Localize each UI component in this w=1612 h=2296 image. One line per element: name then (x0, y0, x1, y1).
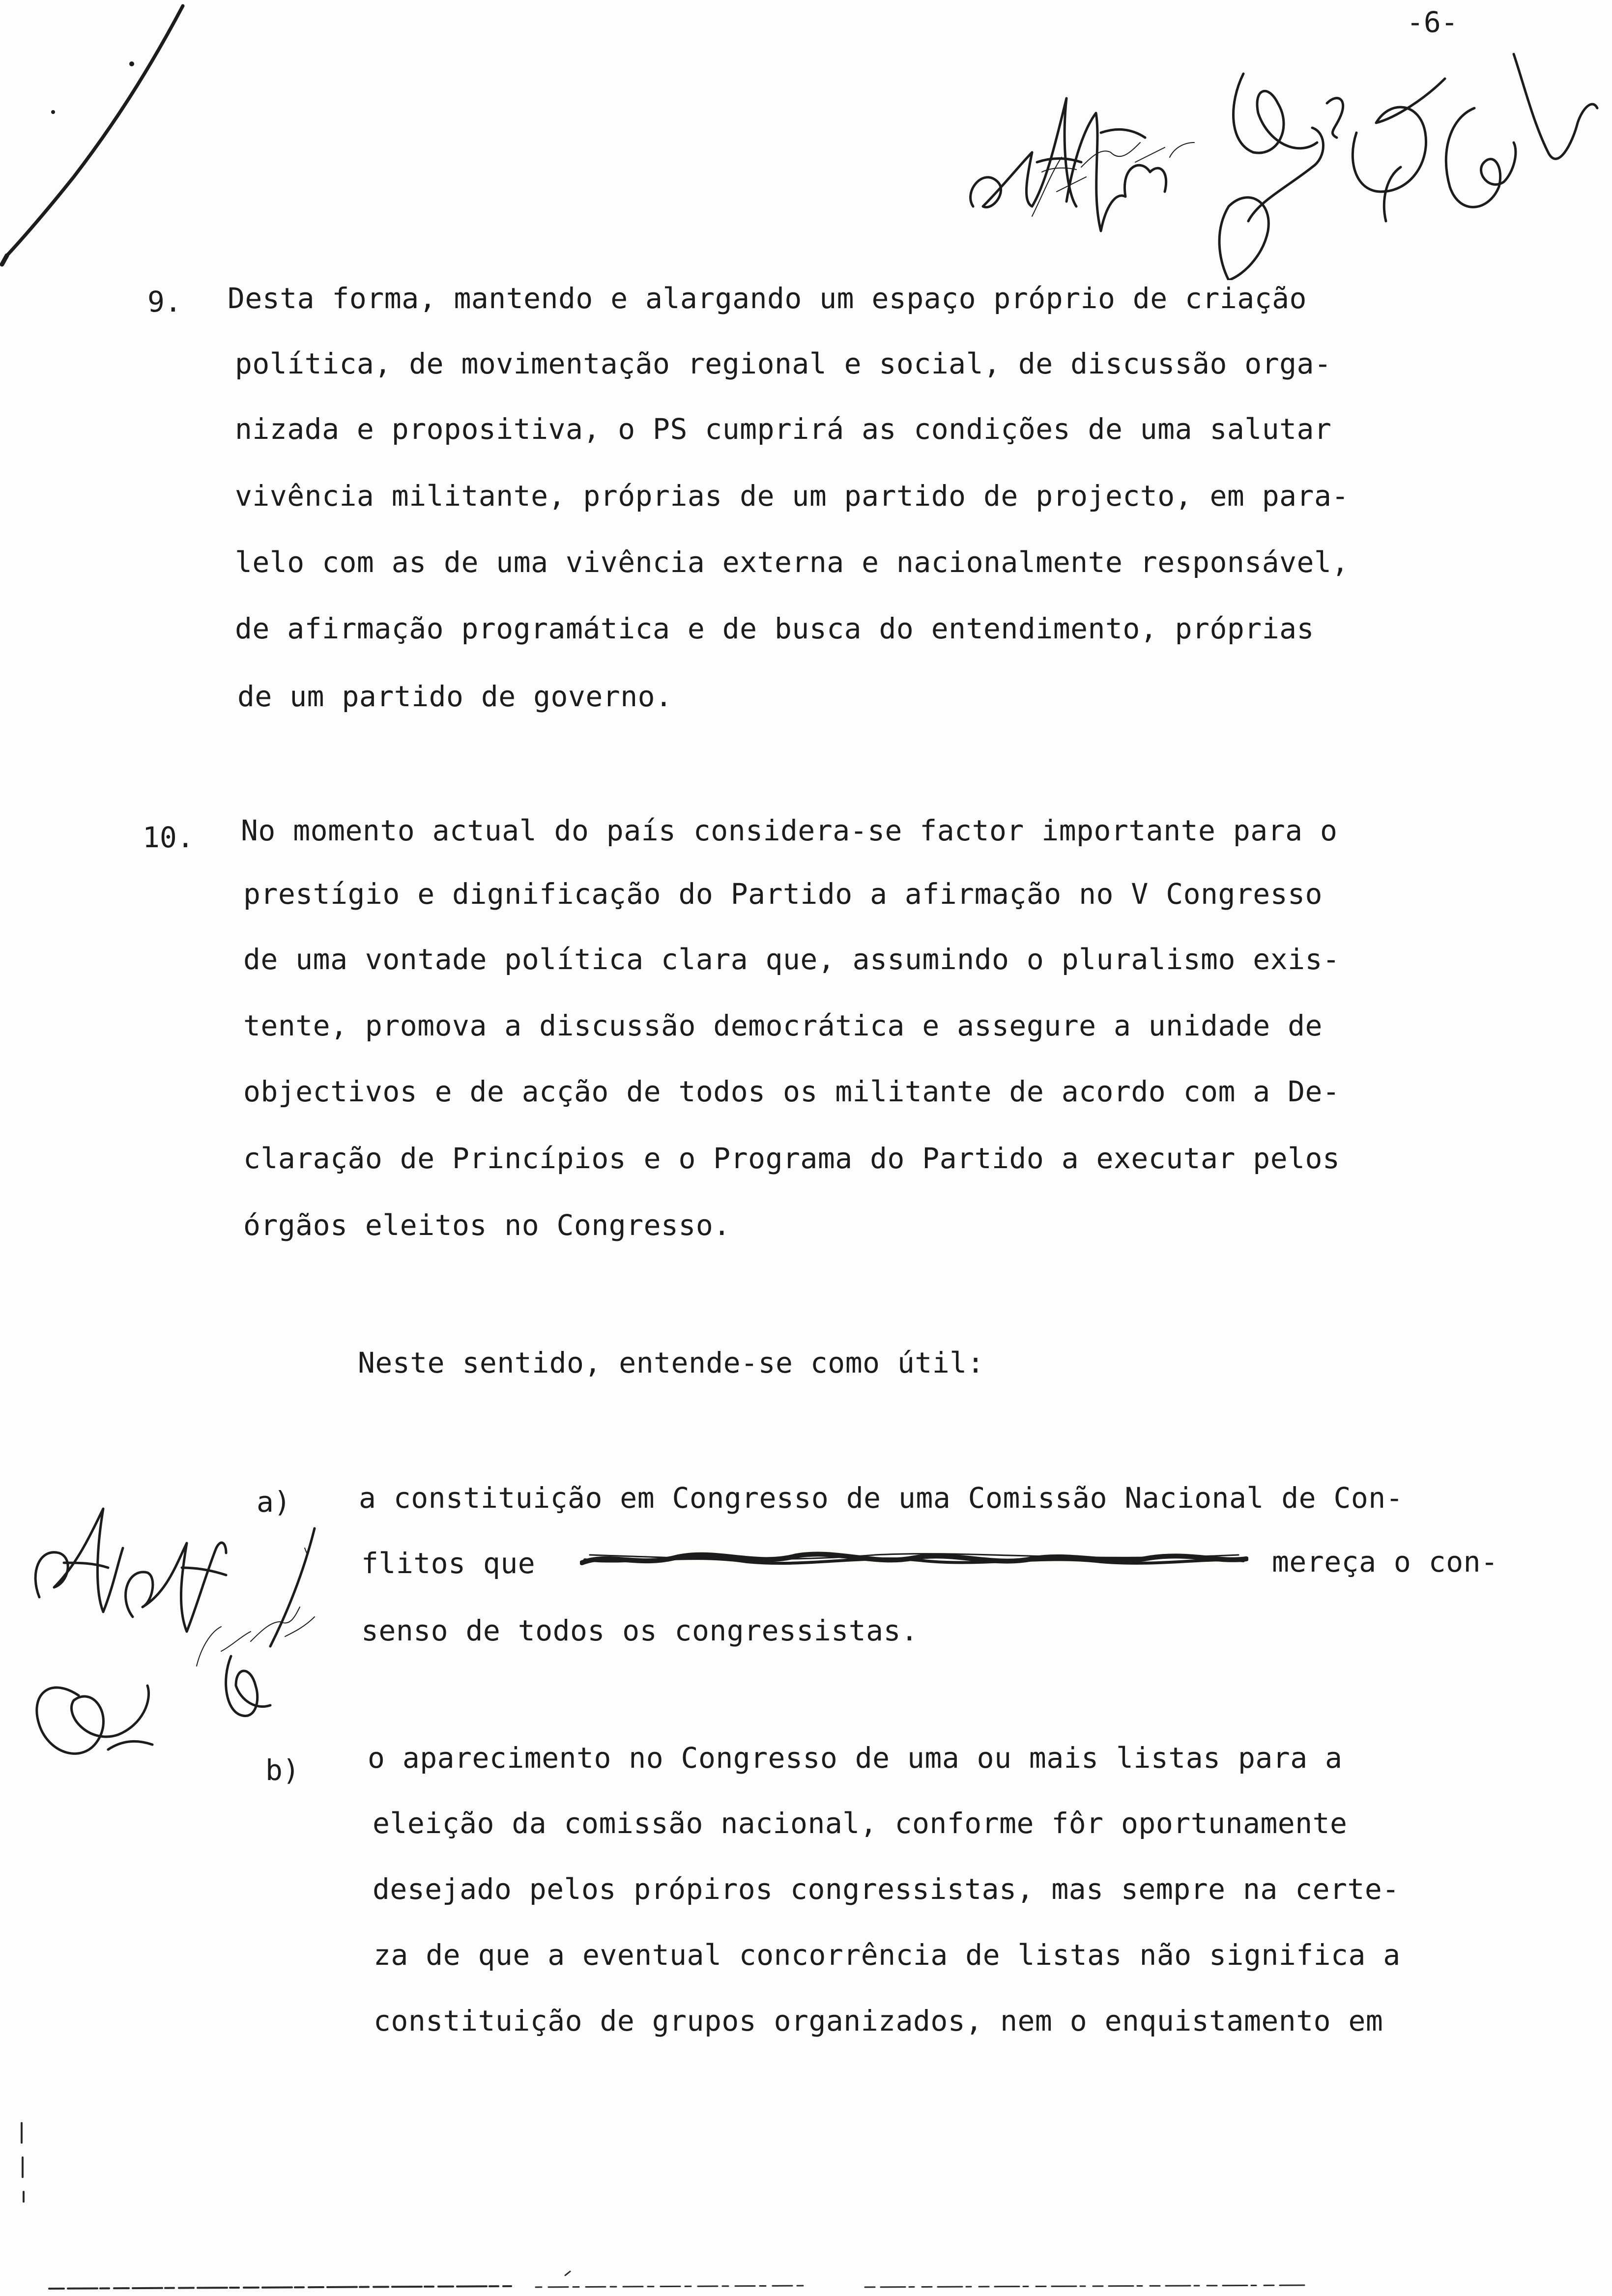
paragraph-10-line: tente, promova a discussão democrática e assegure a unidade de (243, 1009, 1323, 1042)
item-a-line-end: mereça o con- (1272, 1545, 1498, 1578)
paragraph-10-line: órgãos eleitos no Congresso. (243, 1208, 731, 1242)
paragraph-10-line: prestígio e dignificação do Partido a afirmação no V Congresso (243, 877, 1323, 911)
paragraph-9-line: de afirmação programática e de busca do entendimento, próprias (235, 612, 1314, 645)
page-number: -6- (1407, 5, 1458, 39)
item-b-line: constituição de grupos organizados, nem o enquistamento em (374, 2004, 1383, 2038)
intro-sentence: Neste sentido, entende-se como útil: (358, 1346, 985, 1379)
paragraph-9-line: Desta forma, mantendo e alargando um espaço próprio de criação (228, 282, 1307, 315)
paragraph-10-line: objectivos e de acção de todos os militante de acordo com a De- (243, 1075, 1340, 1108)
item-label-b: b) (265, 1753, 300, 1787)
paragraph-9-line: vivência militante, próprias de um partido de projecto, em para- (235, 479, 1349, 513)
scan-edge-marks (0, 2113, 1612, 2296)
item-number-9: 9. (147, 285, 182, 318)
paragraph-9-line: lelo com as de uma vivência externa e nacionalmente responsável, (235, 545, 1349, 579)
paragraph-10-line: claração de Princípios e o Programa do Partido a executar pelos (243, 1142, 1340, 1175)
item-a-line: a constituição em Congresso de uma Comissão Nacional de Con- (359, 1481, 1404, 1515)
item-b-line: eleição da comissão nacional, conforme fôr oportunamente (373, 1807, 1348, 1840)
signatures-top (953, 44, 1602, 280)
paragraph-9-line: política, de movimentação regional e social, de discussão orga- (235, 347, 1332, 380)
item-number-10: 10. (143, 821, 194, 854)
item-b-line: za de que a eventual concorrência de listas não significa a (374, 1938, 1401, 1972)
item-a-line-start: flitos que (361, 1547, 536, 1580)
paragraph-10-line: No momento actual do país considera-se factor importante para o (241, 814, 1338, 847)
item-a-line: senso de todos os congressistas. (361, 1614, 919, 1647)
item-b-line: desejado pelos própiros congressistas, mas sempre na certe- (373, 1872, 1400, 1906)
paragraph-9-line: de um partido de governo. (237, 680, 673, 713)
item-label-a: a) (257, 1485, 291, 1519)
paragraph-10-line: de uma vontade política clara que, assumindo o pluralismo exis- (243, 943, 1340, 976)
crossed-out-words (580, 1548, 1248, 1570)
margin-pen-stroke (0, 0, 206, 275)
paragraph-9-line: nizada e propositiva, o PS cumprirá as condições de uma salutar (235, 412, 1332, 446)
item-b-line: o aparecimento no Congresso de uma ou mais listas para a (368, 1741, 1343, 1775)
